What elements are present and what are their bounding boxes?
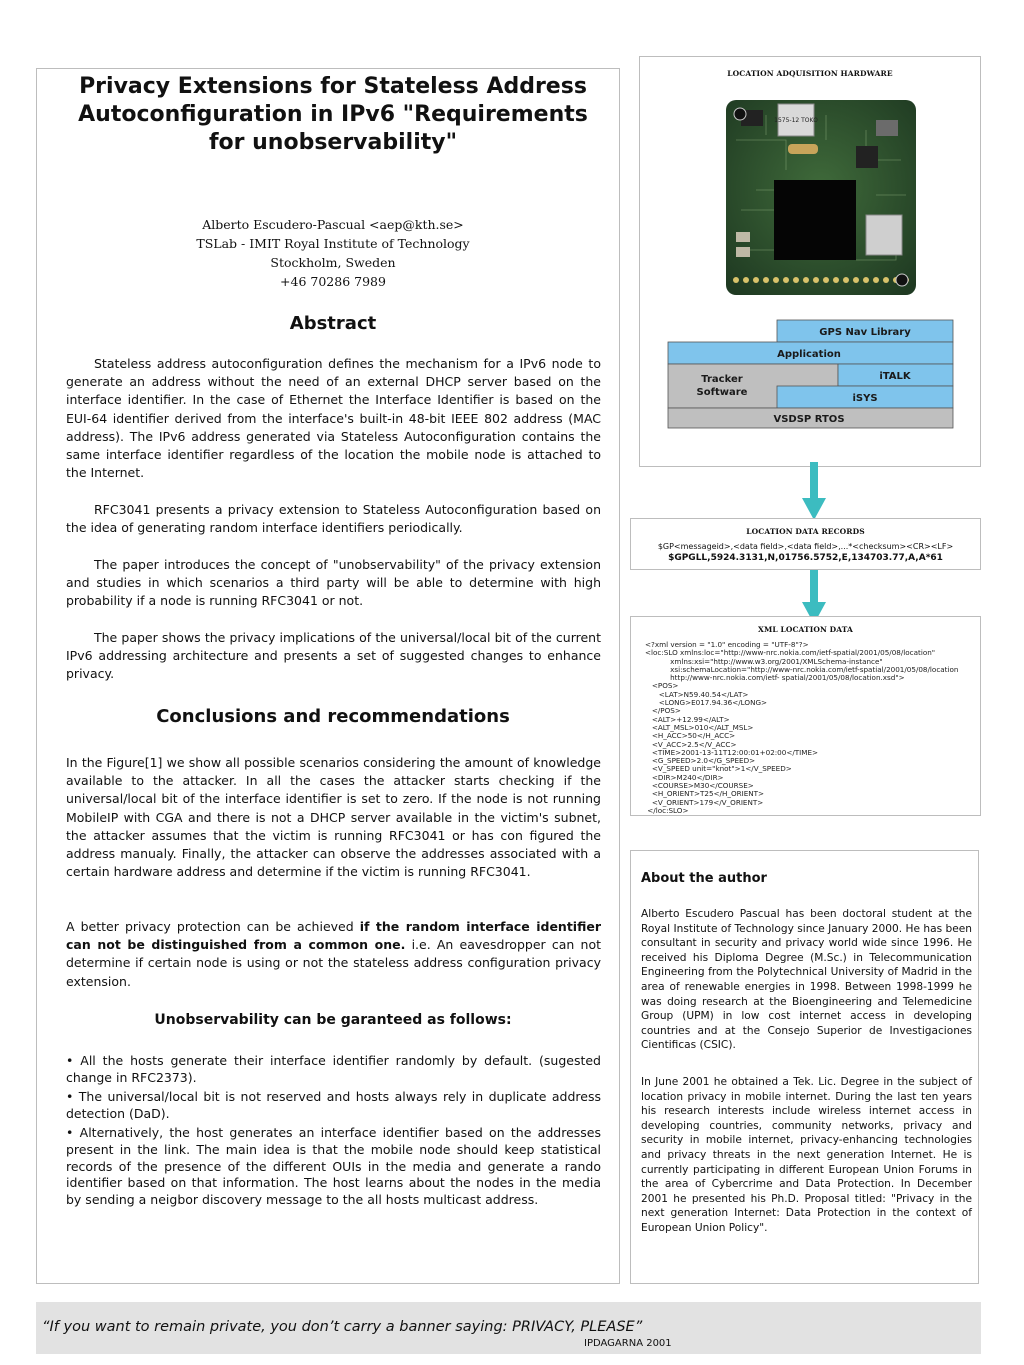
list-item: • All the hosts generate their interface identifier randomly by default. (sugested change in RFC2373).	[66, 1053, 601, 1085]
xml-caption: XML LOCATION DATA	[758, 625, 853, 634]
footer-banner	[36, 1302, 981, 1354]
isys-label: iSYS	[852, 393, 878, 404]
emphasis-text: if the random interface identifier can not be distinguished from a common one.	[66, 919, 601, 953]
hardware-caption: LOCATION ADQUISITION HARDWARE	[727, 69, 893, 78]
author-phone: +46 70286 7989	[280, 274, 386, 289]
italk-label: iTALK	[879, 371, 911, 382]
author-city: Stockholm, Sweden	[270, 255, 396, 270]
list-item: • The universal/local bit is not reserved and hosts always rely in duplicate address detection (DaD).	[66, 1089, 601, 1121]
software-label: Software	[696, 387, 748, 398]
abstract-heading: Abstract	[289, 313, 377, 334]
footer-credit: IPDAGARNA 2001	[584, 1338, 672, 1349]
xml-code-block: <?xml version = "1.0" encoding = "UTF-8"?> <loc:SLO xmlns:loc="http://www-nrc.nokia.com/ietf-spatial/2001/05/08/location" xmlns:xsi="http://www.w3.org/2001/XMLSchema-instance" xsi:schemaLocation="http://www-nrc.nokia.com/ietf-spatial/2001/05/08/location http://www-nrc.nokia.com/ietf- spatial/2001/05/08/location.xsd"> <POS> <LAT>N59.40.54</LAT> <LONG>E017.94.36</LONG> </POS> <ALT>+12.99</ALT> <ALT_MSL>010</ALT_MSL> <H_ACC>50</H_ACC> <V_ACC>2.5</V_ACC> <TIME>2001-13-11T12:00:01+02:00</TIME> <G_SPEED>2.0</G_SPEED> <V_SPEED unit="knot">1</V_SPEED> <DIR>M240</DIR> <COURSE>M30</COURSE> <H_ORIENT>T25</H_ORIENT> <V_ORIENT>179</V_ORIENT> </loc:SLO>	[645, 640, 959, 815]
author-name: Alberto Escudero-Pascual <aep@kth.se>	[202, 217, 464, 232]
gps-nav-library-label: GPS Nav Library	[819, 327, 911, 338]
about-paragraph: In June 2001 he obtained a Tek. Lic. Degree in the subject of location privacy in mobile internet. During the last ten years his research interests include wireless internet access in developing countries, community networks, privacy and security in mobile internet, privacy-enhancing technologies and privacy threats in the next generation Internet. He is currently participating in different European Union Forums in the area of Cybercrime and Data Protection. In December 2001 he presented his Ph.D. Proposal titled: "Privacy in the next generation Internet: Data Protection in the context of European Union Policy".	[641, 1076, 972, 1234]
hardware-panel	[639, 56, 981, 467]
about-paragraph: Alberto Escudero Pascual has been doctoral student at the Royal Institute of Technology since January 2000. He has been consultant in security and privacy world wide since 1996. He received his Diploma Degree (M.Sc.) in Telecommunication Engineering from the Polytechnical University of Madrid in the area of renewable energies in 1998. Between 1998-1999 he was doing research at the Bioengineering and Telemedicine Group (UPM) in low cost internet access in developing countries and at the Consejo Superior de Investigaciones Cientificas (CSIC).	[641, 908, 972, 1052]
conclusions-paragraph	[66, 918, 601, 991]
about-author-panel	[630, 850, 979, 1284]
author-affiliation: TSLab - IMIT Royal Institute of Technology	[196, 236, 470, 251]
abstract-paragraph: Stateless address autoconfiguration defines the mechanism for a IPv6 node to generate an address without the need of an external DHCP server based on the interface identifier. In the case of Ethernet the Interface Identifier is based on the EUI-64 identifier derived from the interface's built-in 48-bit IEEE 802 address (MAC address). The IPv6 address generated via Stateless Autoconfiguration contains the same interface identifier regardless of the location the mobile node is attached to the Internet.	[66, 356, 601, 481]
paper-title: Privacy Extensions for Stateless Address Autoconfiguration in IPv6 "Requirements for unobservability"	[78, 74, 588, 155]
software-stack-diagram	[667, 319, 954, 429]
nmea-sample-line: $GPGLL,5924.3131,N,01756.5752,E,134703.77,A,A*61	[668, 553, 943, 563]
application-label: Application	[777, 349, 841, 360]
list-item: • Alternatively, the host generates an interface identifier based on the addresses present in the link. The main idea is that the mobile node should keep statistical records of the presence of the different OUIs in the media and generate a rando identifier based on that information. The host learns about the nodes in the media by sending a neigbor discovery message to the all hosts multicast address.	[66, 1125, 601, 1207]
chip-label: 1575-12 TOKO	[774, 117, 818, 124]
vsdsp-rtos-label: VSDSP RTOS	[773, 414, 845, 425]
unobservability-heading: Unobservability can be garanteed as follows:	[154, 1012, 512, 1028]
footer-quote: “If you want to remain private, you don’t carry a banner saying: PRIVACY, PLEASE”	[42, 1319, 643, 1335]
recommendations-list	[66, 1053, 601, 1211]
abstract-paragraph: The paper introduces the concept of "unobservability" of the privacy extension and studies in which scenarios a third party will be able to determine with high probability if a node is running RFC3041 or not.	[66, 557, 601, 609]
paragraph-text: i.e. An eavesdropper can not determine if certain node is using or not the stateless address configuration privacy extension.	[66, 937, 601, 989]
down-arrow-icon	[802, 462, 826, 520]
nmea-format-line: $GP<messageid>,<data field>,<data field>,...*<checksum><CR><LF>	[657, 542, 954, 551]
conclusions-paragraph: In the Figure[1] we show all possible scenarios considering the amount of knowledge available to the attacker. In all the cases the attacker starts checking if the universal/local bit of the interface identifier is set to zero. If the node is not running MobileIP with CGA and there is not a DHCP server available in the victim's subnet, the attacker assumes that the victim is running RFC3041 or has con figured the address manualy. Finally, the attacker can observe the addresses associated with a certain hardware address and determine if the victim is running RFC3041.	[66, 755, 601, 880]
author-block	[57, 215, 609, 291]
location-records-panel	[630, 518, 981, 570]
abstract-paragraph: The paper shows the privacy implications of the universal/local bit of the current IPv6 addressing architecture and presents a set of suggested changes to enhance privacy.	[66, 630, 601, 682]
tracker-label: Tracker	[701, 374, 743, 385]
gps-board-photo	[726, 100, 916, 295]
main-content-panel	[36, 68, 620, 1284]
xml-location-panel	[630, 616, 981, 816]
paragraph-text: A better privacy protection can be achieved	[66, 919, 360, 934]
about-heading: About the author	[641, 871, 767, 886]
records-caption: LOCATION DATA RECORDS	[746, 527, 865, 536]
conclusions-heading: Conclusions and recommendations	[156, 706, 510, 727]
abstract-paragraph: RFC3041 presents a privacy extension to Stateless Autoconfiguration based on the idea of generating random interface identifiers periodically.	[66, 502, 601, 536]
